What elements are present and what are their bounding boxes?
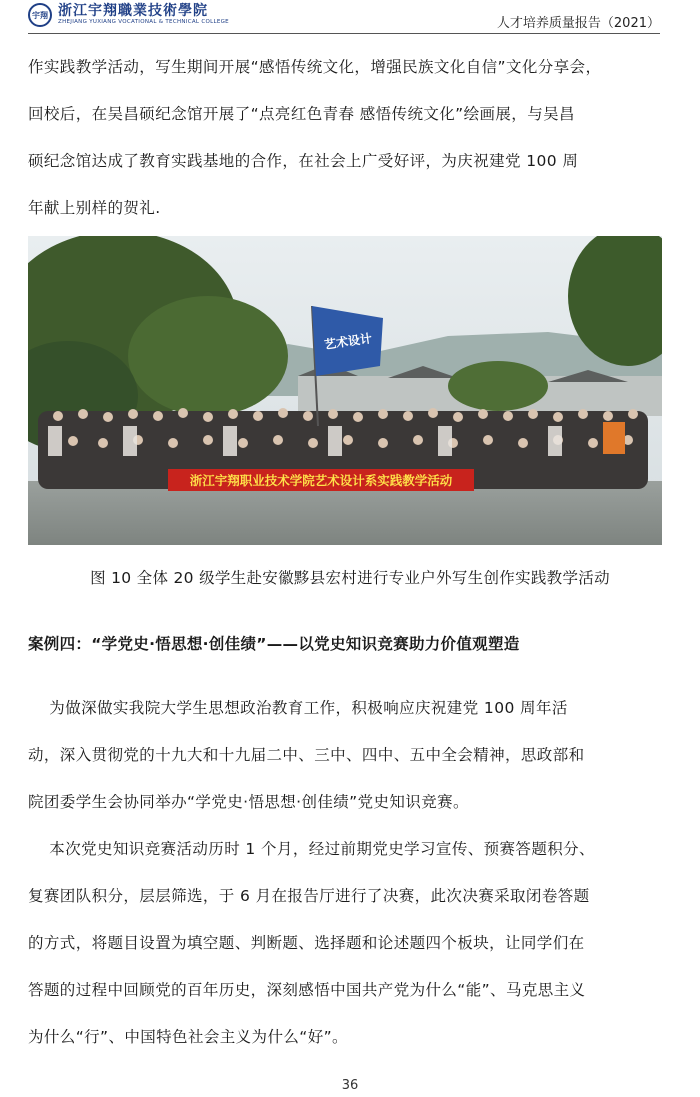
text-line: 动，深入贯彻党的十九大和十九届二中、三中、四中、五中全会精神，思政部和 — [28, 746, 585, 764]
text-line: 的方式，将题目设置为填空题、判断题、选择题和论述题四个板块，让同学们在 — [28, 934, 585, 952]
text-line: 复赛团队积分，层层筛选，于 6 月在报告厅进行了决赛，此次决赛采取闭卷答题 — [28, 887, 590, 905]
school-name-cn: 浙江宇翔職業技術學院 — [58, 3, 208, 19]
paragraph-2 — [28, 834, 660, 1069]
text-line: 回校后，在吴昌硕纪念馆开展了“点亮红色青春 感悟传统文化”绘画展，与吴昌 — [28, 105, 575, 123]
figure-caption: 图 10 全体 20 级学生赴安徽黟县宏村进行专业户外写生创作实践教学活动 — [90, 569, 610, 587]
group-photo-illustration — [28, 236, 662, 545]
page-header — [28, 0, 660, 34]
college-logo — [28, 3, 229, 27]
text-line: 为什么“行”、中国特色社会主义为什么“好”。 — [28, 1028, 348, 1046]
flag-label: 艺术设计 — [323, 331, 373, 352]
group-photo — [28, 236, 662, 545]
text-line: 为做深做实我院大学生思想政治教育工作，积极响应庆祝建党 100 周年活 — [28, 699, 568, 717]
logo-badge-text: 宇翔 — [32, 10, 48, 20]
intro-paragraph — [28, 52, 660, 240]
banner-label: 浙江宇翔职业技术学院艺术设计系实践教学活动 — [189, 473, 453, 488]
text-line: 年献上别样的贺礼. — [28, 199, 161, 217]
page-number: 36 — [341, 1078, 359, 1093]
school-name-en: ZHEJIANG YUXIANG VOCATIONAL & TECHNICAL COLLEGE — [58, 19, 229, 25]
text-line: 硕纪念馆达成了教育实践基地的合作，在社会上广受好评，为庆祝建党 100 周 — [28, 152, 579, 170]
text-line: 本次党史知识竞赛活动历时 1 个月，经过前期党史学习宣传、预赛答题积分、 — [28, 840, 595, 858]
text-line: 院团委学生会协同举办“学党史·悟思想·创佳绩”党史知识竞赛。 — [28, 793, 469, 811]
text-line: 作实践教学活动，写生期间开展“感悟传统文化，增强民族文化自信”文化分享会， — [28, 58, 602, 76]
paragraph-1 — [28, 693, 660, 834]
case-title: 案例四：“学党史·悟思想·创佳绩”——以党史知识竞赛助力价值观塑造 — [28, 635, 520, 653]
text-line: 答题的过程中回顾党的百年历史，深刻感悟中国共产党为什么“能”、马克思主义 — [28, 981, 586, 999]
logo-emblem-icon — [28, 3, 52, 27]
report-title: 人才培养质量报告（2021） — [496, 16, 660, 31]
